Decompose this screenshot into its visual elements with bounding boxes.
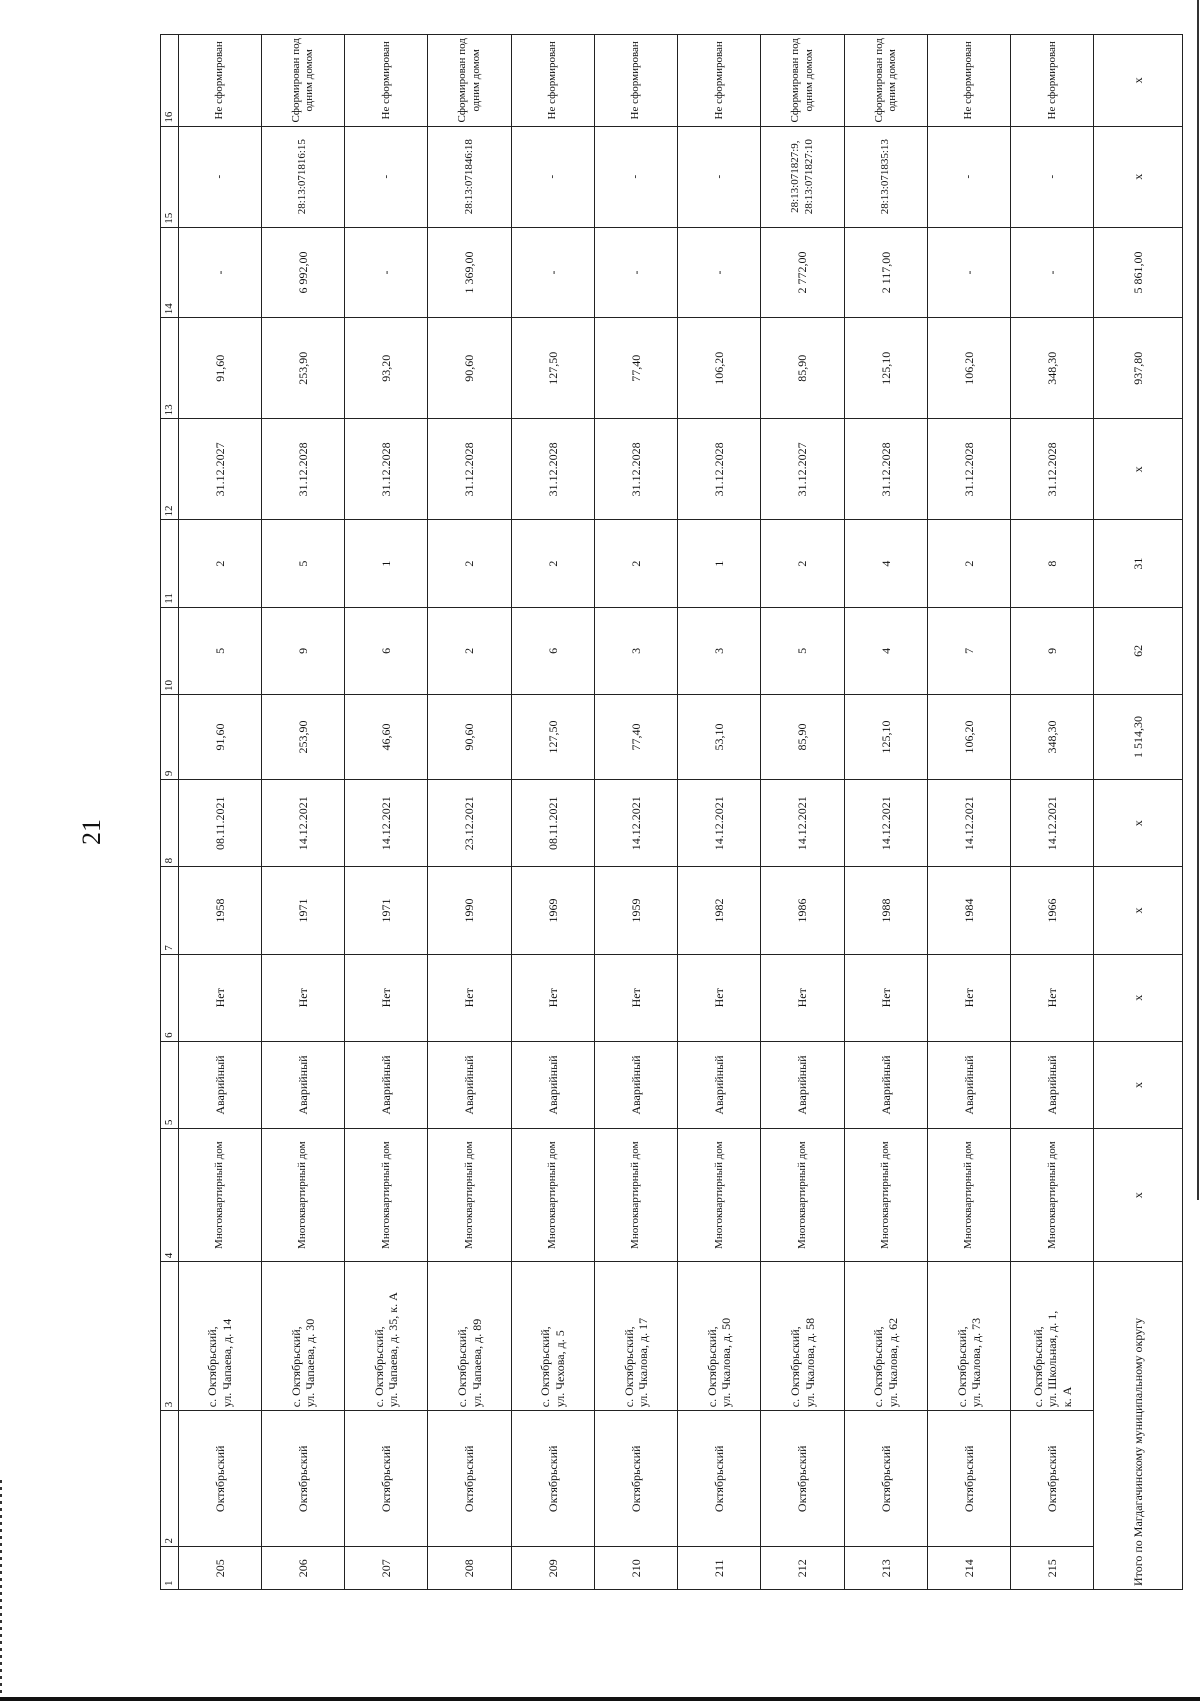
cell-c9: 125,10 [844, 694, 927, 779]
cell-c13: 93,20 [345, 318, 428, 419]
cell-c8: 14.12.2021 [844, 780, 927, 867]
total-row [1094, 35, 1183, 1590]
cell-c2: Октябрьский [178, 1411, 261, 1547]
cell-c10: 6 [345, 607, 428, 694]
cell-c12: 31.12.2028 [428, 419, 511, 520]
cell-c1: 215 [1011, 1547, 1094, 1590]
cell-c15: 28:13:071835:13 [844, 126, 927, 227]
cell-c14: 6 992,00 [261, 227, 344, 317]
cell-c10: 3 [678, 607, 761, 694]
address-cell [261, 1262, 344, 1411]
cell-c11: 2 [511, 520, 594, 607]
total-c12: x [1094, 419, 1183, 520]
total-c15: x [1094, 126, 1183, 227]
cell-c7: 1969 [511, 867, 594, 954]
cell-c2: Октябрьский [428, 1411, 511, 1547]
cell-c8: 14.12.2021 [261, 780, 344, 867]
cell-c2: Октябрьский [927, 1411, 1010, 1547]
cell-c9: 85,90 [761, 694, 844, 779]
address-line: с. Октябрьский, [704, 1326, 719, 1408]
column-number-6: 6 [161, 954, 179, 1041]
cell-c10: 2 [428, 607, 511, 694]
cell-c4: Многоквартирный дом [511, 1129, 594, 1262]
column-number-9: 9 [161, 694, 179, 779]
address-line: ул. Чапаева, д. 89 [469, 1318, 484, 1408]
cell-c4: Многоквартирный дом [345, 1129, 428, 1262]
cell-c14: - [927, 227, 1010, 317]
cell-c16: Не сформирован [678, 35, 761, 127]
cell-c5: Аварийный [428, 1041, 511, 1128]
cell-c9: 127,50 [511, 694, 594, 779]
total-c13: 937,80 [1094, 318, 1183, 419]
cell-c5: Аварийный [761, 1041, 844, 1128]
cell-c12: 31.12.2028 [1011, 419, 1094, 520]
address-line: ул. Чкалова, д. 73 [969, 1317, 984, 1408]
cell-c16: Сформирован под одним домом [428, 35, 511, 127]
total-c14: 5 861,00 [1094, 227, 1183, 317]
column-number-12: 12 [161, 419, 179, 520]
address-line: ул. Чкалова, д. 17 [636, 1317, 651, 1408]
address-line: ул. Чкалова, д. 58 [802, 1317, 817, 1408]
cell-c6: Нет [511, 954, 594, 1041]
cell-c4: Многоквартирный дом [761, 1129, 844, 1262]
cell-c8: 08.11.2021 [511, 780, 594, 867]
cell-c13: 253,90 [261, 318, 344, 419]
total-c9: 1 514,30 [1094, 694, 1183, 779]
cell-c12: 31.12.2027 [178, 419, 261, 520]
cell-c2: Октябрьский [511, 1411, 594, 1547]
cell-c11: 2 [761, 520, 844, 607]
cell-c13: 127,50 [511, 318, 594, 419]
address-cell [428, 1262, 511, 1411]
cell-c16: Не сформирован [178, 35, 261, 127]
cell-c11: 1 [678, 520, 761, 607]
rotated-table-container [160, 34, 1183, 1590]
address-cell [345, 1262, 428, 1411]
cell-c11: 2 [927, 520, 1010, 607]
cell-c4: Многоквартирный дом [178, 1129, 261, 1262]
cell-c6: Нет [761, 954, 844, 1041]
cell-c12: 31.12.2028 [261, 419, 344, 520]
cell-c15: - [345, 126, 428, 227]
total-c4: x [1094, 1129, 1183, 1262]
cell-c14: - [678, 227, 761, 317]
cell-c16: Не сформирован [1011, 35, 1094, 127]
cell-c8: 14.12.2021 [345, 780, 428, 867]
cell-c9: 46,60 [345, 694, 428, 779]
table-row [428, 35, 511, 1590]
bottom-border-rule [0, 1697, 1200, 1701]
cell-c16: Сформирован под одним домом [844, 35, 927, 127]
cell-c7: 1986 [761, 867, 844, 954]
cell-c5: Аварийный [844, 1041, 927, 1128]
address-line: с. Октябрьский, [371, 1326, 386, 1408]
column-number-5: 5 [161, 1041, 179, 1128]
cell-c8: 14.12.2021 [594, 780, 677, 867]
address-line: с. Октябрьский, [205, 1326, 220, 1408]
cell-c16: Сформирован под одним домом [261, 35, 344, 127]
cell-c12: 31.12.2027 [761, 419, 844, 520]
total-c7: x [1094, 867, 1183, 954]
cell-c12: 31.12.2028 [927, 419, 1010, 520]
cell-c14: - [1011, 227, 1094, 317]
cell-c6: Нет [178, 954, 261, 1041]
cell-c13: 85,90 [761, 318, 844, 419]
cell-c1: 212 [761, 1547, 844, 1590]
address-cell [511, 1262, 594, 1411]
column-number-4: 4 [161, 1129, 179, 1262]
table-row [678, 35, 761, 1590]
cell-c6: Нет [594, 954, 677, 1041]
cell-c14: - [345, 227, 428, 317]
column-number-13: 13 [161, 318, 179, 419]
table-row [1011, 35, 1094, 1590]
address-line: с. Октябрьский, [1030, 1326, 1045, 1408]
cell-c9: 90,60 [428, 694, 511, 779]
cell-c6: Нет [1011, 954, 1094, 1041]
total-c10: 62 [1094, 607, 1183, 694]
column-number-8: 8 [161, 780, 179, 867]
cell-c11: 1 [345, 520, 428, 607]
cell-c15: - [511, 126, 594, 227]
cell-c10: 5 [178, 607, 261, 694]
cell-c9: 253,90 [261, 694, 344, 779]
cell-c2: Октябрьский [261, 1411, 344, 1547]
cell-c13: 77,40 [594, 318, 677, 419]
address-cell [844, 1262, 927, 1411]
cell-c5: Аварийный [345, 1041, 428, 1128]
cell-c8: 14.12.2021 [1011, 780, 1094, 867]
address-line: с. Октябрьский, [538, 1326, 553, 1408]
column-number-3: 3 [161, 1262, 179, 1411]
cell-c16: Сформирован под одним домом [761, 35, 844, 127]
address-line: ул. Чкалова, д. 50 [719, 1317, 734, 1408]
table-row [761, 35, 844, 1590]
address-cell [927, 1262, 1010, 1411]
cell-c4: Многоквартирный дом [428, 1129, 511, 1262]
cell-c15: - [178, 126, 261, 227]
cell-c4: Многоквартирный дом [261, 1129, 344, 1262]
cell-c9: 106,20 [927, 694, 1010, 779]
cell-c10: 4 [844, 607, 927, 694]
cell-c1: 205 [178, 1547, 261, 1590]
right-border-rule [1197, 0, 1199, 1200]
cell-c14: - [594, 227, 677, 317]
cell-c16: Не сформирован [594, 35, 677, 127]
cell-c1: 207 [345, 1547, 428, 1590]
cell-c9: 77,40 [594, 694, 677, 779]
address-line: к. А [1059, 1386, 1074, 1408]
column-number-7: 7 [161, 867, 179, 954]
cell-c7: 1984 [927, 867, 1010, 954]
cell-c7: 1971 [345, 867, 428, 954]
cell-c13: 106,20 [927, 318, 1010, 419]
cell-c2: Октябрьский [678, 1411, 761, 1547]
cell-c13: 91,60 [178, 318, 261, 419]
cell-c5: Аварийный [511, 1041, 594, 1128]
cell-c13: 348,30 [1011, 318, 1094, 419]
column-number-16: 16 [161, 35, 179, 127]
cell-c9: 91,60 [178, 694, 261, 779]
cell-c10: 3 [594, 607, 677, 694]
cell-c10: 9 [1011, 607, 1094, 694]
address-cell [761, 1262, 844, 1411]
cell-c6: Нет [844, 954, 927, 1041]
cell-c6: Нет [927, 954, 1010, 1041]
table-row [178, 35, 261, 1590]
address-line: с. Октябрьский, [621, 1326, 636, 1408]
cell-c1: 209 [511, 1547, 594, 1590]
address-line: с. Октябрьский, [871, 1326, 886, 1408]
column-number-11: 11 [161, 520, 179, 607]
column-number-14: 14 [161, 227, 179, 317]
cell-c8: 14.12.2021 [761, 780, 844, 867]
cell-c4: Многоквартирный дом [927, 1129, 1010, 1262]
cell-c9: 53,10 [678, 694, 761, 779]
cell-c1: 211 [678, 1547, 761, 1590]
address-line: с. Октябрьский, [455, 1326, 470, 1408]
cell-c1: 214 [927, 1547, 1010, 1590]
cell-c6: Нет [678, 954, 761, 1041]
address-cell [178, 1262, 261, 1411]
cell-c15: 28:13:071816:15 [261, 126, 344, 227]
cell-c13: 106,20 [678, 318, 761, 419]
column-number-1: 1 [161, 1547, 179, 1590]
cell-c14: 2 772,00 [761, 227, 844, 317]
table-row [844, 35, 927, 1590]
cell-c7: 1958 [178, 867, 261, 954]
cell-c12: 31.12.2028 [345, 419, 428, 520]
cell-c1: 208 [428, 1547, 511, 1590]
cell-c5: Аварийный [594, 1041, 677, 1128]
cell-c13: 125,10 [844, 318, 927, 419]
total-c6: x [1094, 954, 1183, 1041]
cell-c2: Октябрьский [594, 1411, 677, 1547]
total-c8: x [1094, 780, 1183, 867]
address-line: ул. Чкалова, д. 62 [885, 1317, 900, 1408]
cell-c5: Аварийный [178, 1041, 261, 1128]
cell-c8: 14.12.2021 [678, 780, 761, 867]
cell-c14: - [511, 227, 594, 317]
cell-c4: Многоквартирный дом [678, 1129, 761, 1262]
cell-c7: 1982 [678, 867, 761, 954]
table-row [261, 35, 344, 1590]
column-number-row [161, 35, 179, 1590]
total-c5: x [1094, 1041, 1183, 1128]
cell-c10: 5 [761, 607, 844, 694]
total-label: Итого по Магдагачинскому муниципальному округу [1094, 1262, 1183, 1590]
cell-c14: 2 117,00 [844, 227, 927, 317]
table-row [594, 35, 677, 1590]
cell-c10: 9 [261, 607, 344, 694]
cell-c6: Нет [345, 954, 428, 1041]
cell-c12: 31.12.2028 [678, 419, 761, 520]
cell-c14: - [178, 227, 261, 317]
cell-c5: Аварийный [261, 1041, 344, 1128]
address-line: ул. Чапаева, д. 35, к. А [386, 1292, 401, 1408]
cell-c15: - [1011, 126, 1094, 227]
cell-c11: 8 [1011, 520, 1094, 607]
total-c16: x [1094, 35, 1183, 127]
address-cell [1011, 1262, 1094, 1411]
cell-c7: 1988 [844, 867, 927, 954]
address-line: ул. Чапаева, д. 30 [303, 1318, 318, 1408]
cell-c8: 08.11.2021 [178, 780, 261, 867]
cell-c8: 23.12.2021 [428, 780, 511, 867]
housing-table [160, 34, 1183, 1590]
column-number-15: 15 [161, 126, 179, 227]
column-number-2: 2 [161, 1411, 179, 1547]
cell-c5: Аварийный [678, 1041, 761, 1128]
table-row [927, 35, 1010, 1590]
cell-c5: Аварийный [927, 1041, 1010, 1128]
cell-c11: 2 [594, 520, 677, 607]
cell-c13: 90,60 [428, 318, 511, 419]
cell-c2: Октябрьский [345, 1411, 428, 1547]
cell-c11: 5 [261, 520, 344, 607]
column-number-10: 10 [161, 607, 179, 694]
address-line: ул. Чапаева, д. 14 [219, 1318, 234, 1408]
cell-c2: Октябрьский [761, 1411, 844, 1547]
cell-c7: 1990 [428, 867, 511, 954]
cell-c16: Не сформирован [927, 35, 1010, 127]
cell-c11: 2 [178, 520, 261, 607]
cell-c12: 31.12.2028 [511, 419, 594, 520]
cell-c10: 7 [927, 607, 1010, 694]
cell-c4: Многоквартирный дом [844, 1129, 927, 1262]
cell-c12: 31.12.2028 [594, 419, 677, 520]
address-line: ул. Чехова, д. 5 [552, 1330, 567, 1408]
cell-c15: - [594, 126, 677, 227]
cell-c7: 1971 [261, 867, 344, 954]
page-number: 21 [77, 819, 106, 845]
cell-c1: 213 [844, 1547, 927, 1590]
cell-c12: 31.12.2028 [844, 419, 927, 520]
cell-c15: - [927, 126, 1010, 227]
cell-c6: Нет [261, 954, 344, 1041]
scan-edge-marks [0, 1480, 2, 1700]
address-cell [678, 1262, 761, 1411]
cell-c15: 28:13:071846:18 [428, 126, 511, 227]
cell-c9: 348,30 [1011, 694, 1094, 779]
cell-c11: 2 [428, 520, 511, 607]
cell-c8: 14.12.2021 [927, 780, 1010, 867]
cell-c1: 210 [594, 1547, 677, 1590]
table-row [511, 35, 594, 1590]
cell-c2: Октябрьский [844, 1411, 927, 1547]
address-line: с. Октябрьский, [788, 1326, 803, 1408]
address-line: с. Октябрьский, [954, 1326, 969, 1408]
cell-c6: Нет [428, 954, 511, 1041]
cell-c16: Не сформирован [345, 35, 428, 127]
cell-c7: 1966 [1011, 867, 1094, 954]
cell-c4: Многоквартирный дом [1011, 1129, 1094, 1262]
cell-c11: 4 [844, 520, 927, 607]
cell-c5: Аварийный [1011, 1041, 1094, 1128]
cell-c1: 206 [261, 1547, 344, 1590]
total-c11: 31 [1094, 520, 1183, 607]
table-row [345, 35, 428, 1590]
cell-c15: 28:13:071827:9, 28:13:071827:10 [761, 126, 844, 227]
cell-c4: Многоквартирный дом [594, 1129, 677, 1262]
address-line: с. Октябрьский, [288, 1326, 303, 1408]
cell-c2: Октябрьский [1011, 1411, 1094, 1547]
address-line: ул. Школьная, д. 1, [1045, 1310, 1060, 1408]
cell-c14: 1 369,00 [428, 227, 511, 317]
address-cell [594, 1262, 677, 1411]
cell-c16: Не сформирован [511, 35, 594, 127]
cell-c7: 1959 [594, 867, 677, 954]
cell-c15: - [678, 126, 761, 227]
cell-c10: 6 [511, 607, 594, 694]
